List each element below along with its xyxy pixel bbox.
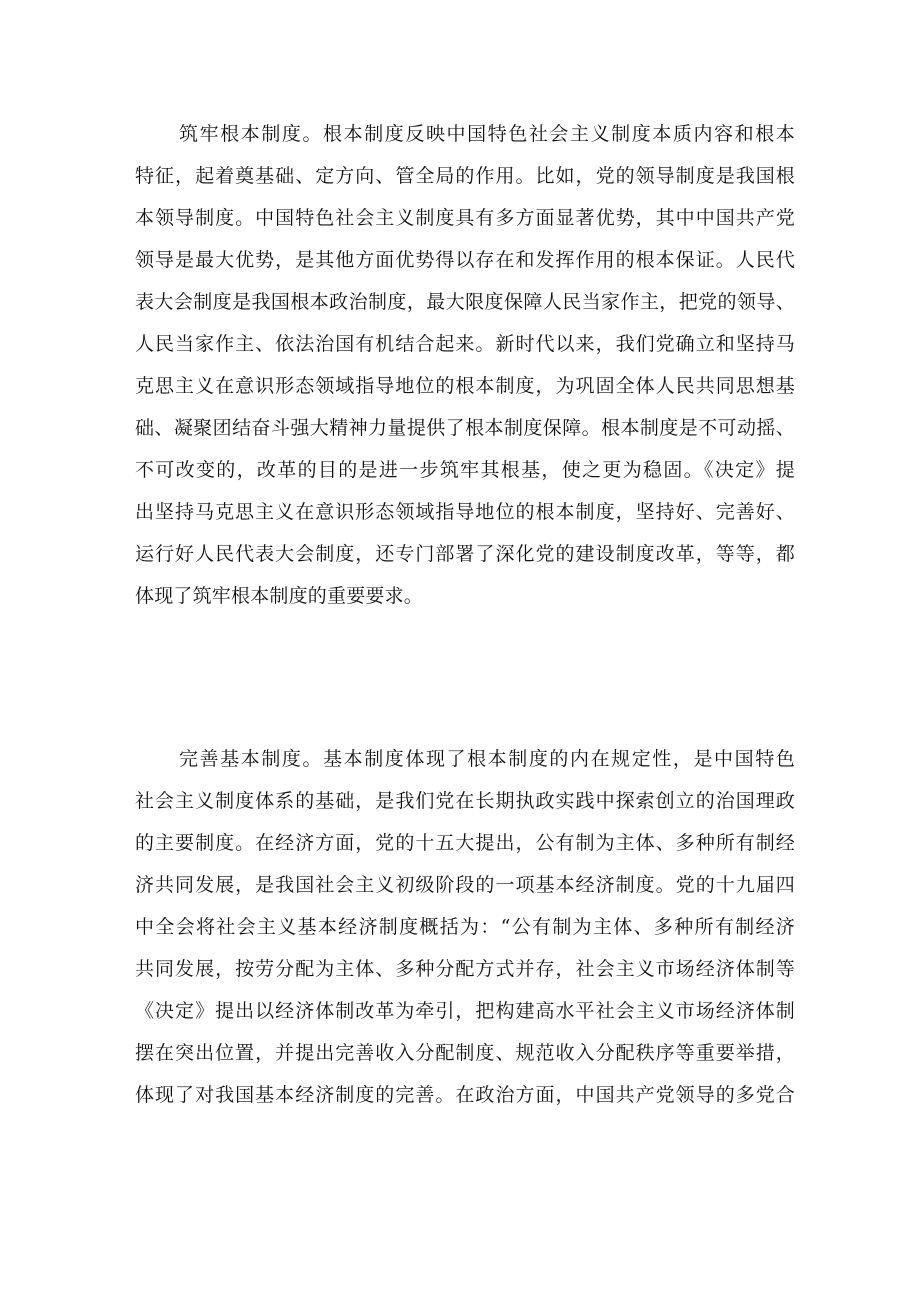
paragraph-basic-system — [135, 738, 795, 1116]
text-line: 摆在突出位置，并提出完善收入分配制度、规范收入分配秩序等重要举措， — [135, 1042, 795, 1064]
text-line: 础、凝聚团结奋斗强大精神力量提供了根本制度保障。根本制度是不可动摇、 — [135, 417, 795, 439]
text-line: 体现了对我国基本经济制度的完善。在政治方面，中国共产党领导的多党合 — [135, 1084, 795, 1106]
text-line: 本领导制度。中国特色社会主义制度具有多方面显著优势，其中中国共产党 — [135, 207, 795, 229]
text-line: 济共同发展，是我国社会主义初级阶段的一项基本经济制度。党的十九届四 — [135, 874, 795, 896]
text-line: 运行好人民代表大会制度，还专门部署了深化党的建设制度改革，等等，都 — [135, 543, 795, 565]
text-line: 完善基本制度。基本制度体现了根本制度的内在规定性，是中国特色 — [179, 748, 795, 770]
text-line: 社会主义制度体系的基础，是我们党在长期执政实践中探索创立的治国理政 — [135, 790, 795, 812]
text-line: 《决定》提出以经济体制改革为牵引，把构建高水平社会主义市场经济体制 — [135, 1000, 795, 1022]
text-line: 中全会将社会主义基本经济制度概括为：“公有制为主体、多种所有制经济 — [135, 916, 795, 938]
paragraph-fundamental-system — [135, 113, 795, 617]
text-line: 领导是最大优势，是其他方面优势得以存在和发挥作用的根本保证。人民代 — [135, 249, 795, 271]
text-line: 克思主义在意识形态领域指导地位的根本制度，为巩固全体人民共同思想基 — [135, 375, 795, 397]
text-line: 体现了筑牢根本制度的重要要求。 — [135, 585, 424, 607]
text-line: 筑牢根本制度。根本制度反映中国特色社会主义制度本质内容和根本 — [179, 123, 795, 145]
text-line: 人民当家作主、依法治国有机结合起来。新时代以来，我们党确立和坚持马 — [135, 333, 795, 355]
text-line: 特征，起着奠基础、定方向、管全局的作用。比如，党的领导制度是我国根 — [135, 165, 795, 187]
text-line: 的主要制度。在经济方面，党的十五大提出，公有制为主体、多种所有制经 — [135, 832, 795, 854]
text-line: 不可改变的，改革的目的是进一步筑牢其根基，使之更为稳固。《决定》提 — [135, 459, 795, 481]
text-line: 出坚持马克思主义在意识形态领域指导地位的根本制度，坚持好、完善好、 — [135, 501, 795, 523]
text-line: 表大会制度是我国根本政治制度，最大限度保障人民当家作主，把党的领导、 — [135, 291, 795, 313]
text-line: 共同发展，按劳分配为主体、多种分配方式并存，社会主义市场经济体制等 — [135, 958, 795, 980]
